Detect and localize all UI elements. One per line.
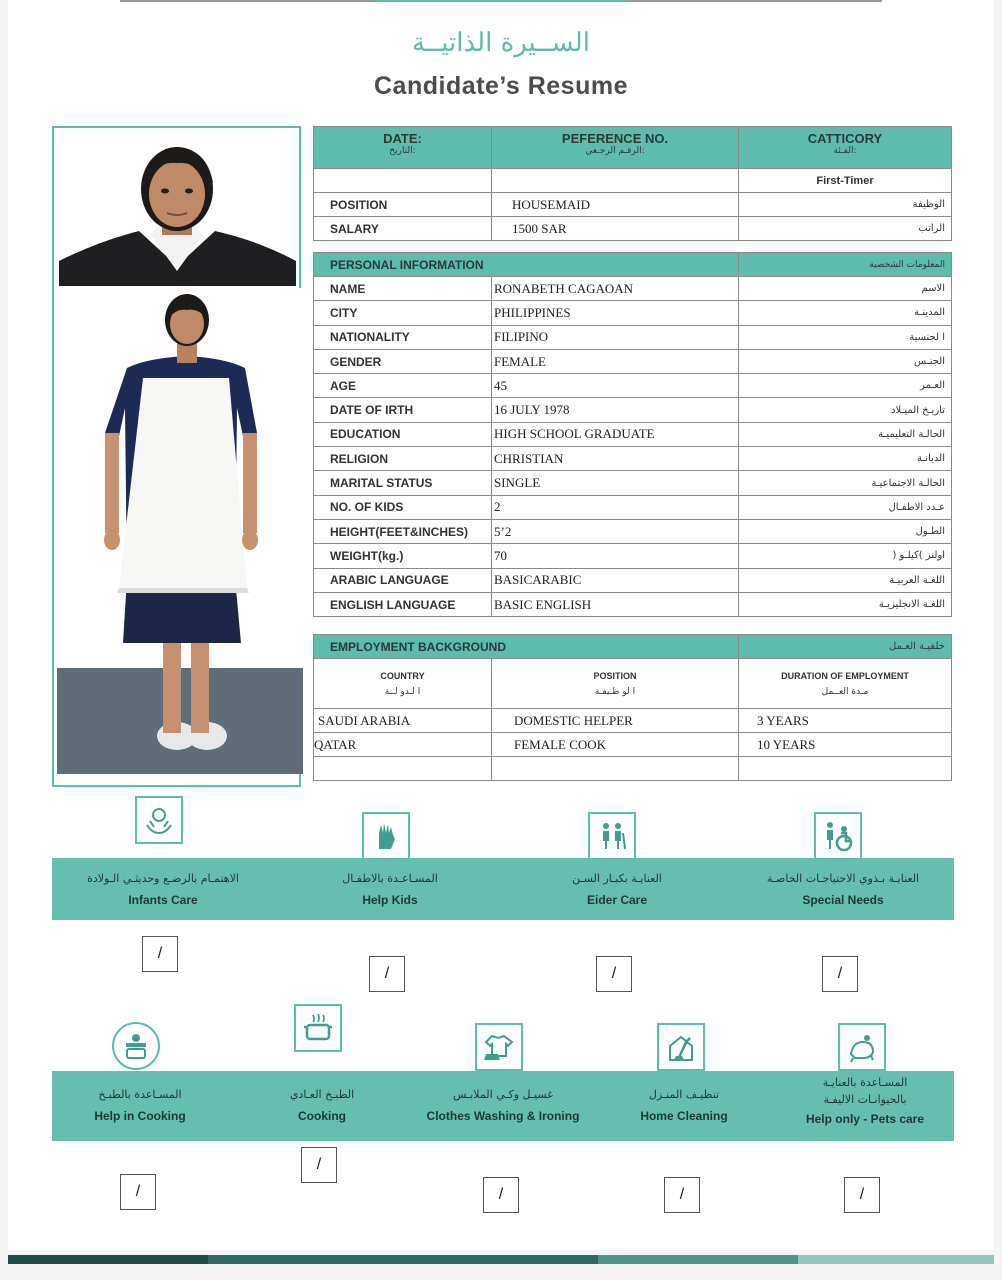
employment-title: EMPLOYMENT BACKGROUND <box>314 635 739 659</box>
employment-row <box>314 733 952 757</box>
top-rule <box>120 0 882 2</box>
personal-label-ar: الاسم <box>739 277 952 301</box>
personal-info-title-ar: المعلومات الشخصية <box>739 253 952 277</box>
col-country-ar: ا لـدو لــة <box>384 686 421 697</box>
personal-label-ar: الطـول <box>739 519 952 543</box>
personal-value: HIGH SCHOOL GRADUATE <box>492 422 739 446</box>
personal-row <box>314 447 952 471</box>
skill-checkbox[interactable] <box>483 1177 519 1213</box>
reference-label-ar: الرقـم الرجـعي: <box>585 146 645 156</box>
col-country: COUNTRY <box>380 670 425 681</box>
personal-value: 16 JULY 1978 <box>492 398 739 422</box>
skill-check-mark: / <box>316 1156 322 1173</box>
reference-value <box>492 169 739 193</box>
skill-check-mark: / <box>135 1183 141 1200</box>
personal-label-ar: تاريـخ الميـلاد <box>739 398 952 422</box>
salary-label: SALARY <box>314 217 492 241</box>
skill-label-en: Help only - Pets care <box>805 1112 925 1126</box>
personal-label-ar: اولنز )كيلـو ( <box>739 544 952 568</box>
skill-label-ar-2: بالحيوانـات الاليفـة <box>823 1093 907 1106</box>
skill-label <box>755 1076 975 1126</box>
col-duration-ar: مـدة العــمل <box>821 686 869 697</box>
category-label-ar: الفـئة: <box>833 146 857 156</box>
position-value: HOUSEMAID <box>492 193 739 217</box>
personal-row <box>314 398 952 422</box>
skill-label-ar: المسـاعدة بالعنايـة <box>822 1076 908 1089</box>
hand-icon <box>362 812 410 860</box>
skill-checkbox[interactable] <box>301 1147 337 1183</box>
title-arabic: الســيرة الذاتيــة <box>412 28 590 58</box>
cooking-help-icon <box>112 1022 160 1070</box>
personal-row <box>314 568 952 592</box>
personal-row <box>314 495 952 519</box>
wheelchair-icon <box>814 812 862 860</box>
elderly-icon <box>588 812 636 860</box>
reference-table <box>313 126 952 241</box>
col-duration: DURATION OF EMPLOYMENT <box>781 670 909 681</box>
skill-label-ar: الاهتمـام بالرضـع وحديثـي الـولادة <box>87 872 239 885</box>
personal-label: AGE <box>314 374 492 398</box>
personal-label-ar: اللغـة العربيـة <box>739 568 952 592</box>
personal-label: GENDER <box>314 349 492 373</box>
personal-value: 2 <box>492 495 739 519</box>
position-label-ar: الوظيفة <box>739 193 952 217</box>
employment-country: QATAR <box>314 733 492 757</box>
title-english: Candidate’s Resume <box>374 72 628 100</box>
personal-label: NAME <box>314 277 492 301</box>
personal-value: SINGLE <box>492 471 739 495</box>
personal-label: HEIGHT(FEET&INCHES) <box>314 519 492 543</box>
bottom-bar <box>8 1255 994 1264</box>
personal-label: ARABIC LANGUAGE <box>314 568 492 592</box>
col-position: POSITION <box>593 670 637 681</box>
skill-checkbox[interactable] <box>664 1177 700 1213</box>
skill-check-mark: / <box>384 965 390 982</box>
skill-label-ar: تنظيـف المنـزل <box>648 1088 720 1101</box>
personal-row <box>314 471 952 495</box>
employment-position: DOMESTIC HELPER <box>492 709 739 733</box>
skill-checkbox[interactable] <box>822 956 858 992</box>
skill-label <box>53 872 273 907</box>
personal-label: EDUCATION <box>314 422 492 446</box>
category-label: CATTICORY <box>807 131 883 146</box>
skill-checkbox[interactable] <box>369 956 405 992</box>
skill-label-ar: غسيـل وكـي الملابـس <box>452 1088 553 1101</box>
skill-check-mark: / <box>859 1186 865 1203</box>
skill-checkbox[interactable] <box>844 1177 880 1213</box>
full-body-photo <box>57 288 303 774</box>
skill-label-en: Help in Cooking <box>94 1109 186 1123</box>
employment-duration <box>739 757 952 781</box>
skill-label-ar: العنايـة بكبـار السـن <box>572 872 662 885</box>
personal-value: CHRISTIAN <box>492 447 739 471</box>
skill-check-mark: / <box>611 965 617 982</box>
personal-label: ENGLISH LANGUAGE <box>314 592 492 616</box>
date-value <box>314 169 492 193</box>
personal-label: WEIGHT(kg.) <box>314 544 492 568</box>
employment-duration: 10 YEARS <box>739 733 952 757</box>
personal-value: 70 <box>492 544 739 568</box>
personal-value: BASICARABIC <box>492 568 739 592</box>
skill-label-en: Infants Care <box>128 893 198 907</box>
personal-value: FILIPINO <box>492 325 739 349</box>
skill-label-en: Eider Care <box>586 893 648 907</box>
hands-baby-icon <box>135 796 183 844</box>
skill-label-en: Special Needs <box>802 893 884 907</box>
employment-table <box>313 634 952 781</box>
skill-label <box>280 872 500 907</box>
employment-country <box>314 757 492 781</box>
personal-value: FEMALE <box>492 349 739 373</box>
personal-value: BASIC ENGLISH <box>492 592 739 616</box>
employment-title-ar: خلفيـة العـمل <box>739 635 952 659</box>
personal-row <box>314 592 952 616</box>
skill-check-mark: / <box>837 965 843 982</box>
position-label: POSITION <box>314 193 492 217</box>
employment-row <box>314 757 952 781</box>
date-label: DATE: <box>383 131 422 146</box>
employment-position: FEMALE COOK <box>492 733 739 757</box>
personal-label-ar: ا لجنسية <box>739 325 952 349</box>
personal-label: NATIONALITY <box>314 325 492 349</box>
employment-country: SAUDI ARABIA <box>314 709 492 733</box>
skill-label-ar: العنايـة بـذوي الاحتياجـات الخاصـة <box>766 872 920 885</box>
personal-value: 5’2 <box>492 519 739 543</box>
personal-row <box>314 349 952 373</box>
skill-check-mark: / <box>679 1186 685 1203</box>
skill-checkbox[interactable] <box>142 936 178 972</box>
personal-label-ar: اللغـة الانجليزيـة <box>739 592 952 616</box>
date-label-ar: التاريخ: <box>389 146 416 156</box>
skill-label <box>507 872 727 907</box>
skill-checkbox[interactable] <box>596 956 632 992</box>
salary-value: 1500 SAR <box>492 217 739 241</box>
personal-info-title: PERSONAL INFORMATION <box>314 253 739 277</box>
personal-info-table <box>313 252 952 617</box>
reference-label: PEFERENCE NO. <box>561 131 669 146</box>
laundry-icon <box>475 1023 523 1071</box>
personal-label-ar: الجنـس <box>739 349 952 373</box>
personal-label: DATE OF IRTH <box>314 398 492 422</box>
employment-position <box>492 757 739 781</box>
personal-label-ar: عـدد الاطفـال <box>739 495 952 519</box>
personal-label: RELIGION <box>314 447 492 471</box>
personal-label: NO. OF KIDS <box>314 495 492 519</box>
pet-care-icon <box>838 1023 886 1071</box>
personal-value: RONABETH CAGAOAN <box>492 277 739 301</box>
personal-row <box>314 422 952 446</box>
personal-row <box>314 519 952 543</box>
skill-label-en: Help Kids <box>362 893 418 907</box>
photo-frame <box>52 126 301 787</box>
personal-label: CITY <box>314 301 492 325</box>
skill-label-ar: المسـاعدة بالطبـخ <box>98 1088 182 1101</box>
skill-label <box>733 872 953 907</box>
personal-row <box>314 277 952 301</box>
employment-duration: 3 YEARS <box>739 709 952 733</box>
cooking-pot-icon <box>294 1004 342 1052</box>
skill-label-en: Clothes Washing & Ironing <box>426 1109 580 1123</box>
personal-label: MARITAL STATUS <box>314 471 492 495</box>
salary-label-ar: الراتب <box>739 217 952 241</box>
personal-value: 45 <box>492 374 739 398</box>
col-position-ar: ا لو ظـيفـة <box>594 686 636 697</box>
skill-label-en: Cooking <box>298 1109 346 1123</box>
personal-label-ar: المدينـة <box>739 301 952 325</box>
personal-label-ar: الحالـة الاجتماعيـة <box>739 471 952 495</box>
employment-row <box>314 709 952 733</box>
personal-row <box>314 325 952 349</box>
skill-check-mark: / <box>157 945 163 962</box>
cleaning-icon <box>657 1023 705 1071</box>
portrait-photo <box>59 131 296 286</box>
personal-label-ar: الديانـة <box>739 447 952 471</box>
category-value: First-Timer <box>739 169 952 193</box>
skill-label-ar: المسـاعـدة بالاطفـال <box>342 872 438 885</box>
personal-label-ar: العـمر <box>739 374 952 398</box>
skill-label-en: Home Cleaning <box>640 1109 728 1123</box>
skill-check-mark: / <box>498 1186 504 1203</box>
personal-value: PHILIPPINES <box>492 301 739 325</box>
personal-label-ar: الحالـة التعليميـة <box>739 422 952 446</box>
personal-row <box>314 374 952 398</box>
personal-row <box>314 544 952 568</box>
skill-checkbox[interactable] <box>120 1174 156 1210</box>
personal-row <box>314 301 952 325</box>
skill-label-ar: الطبـخ العـادي <box>289 1088 355 1101</box>
